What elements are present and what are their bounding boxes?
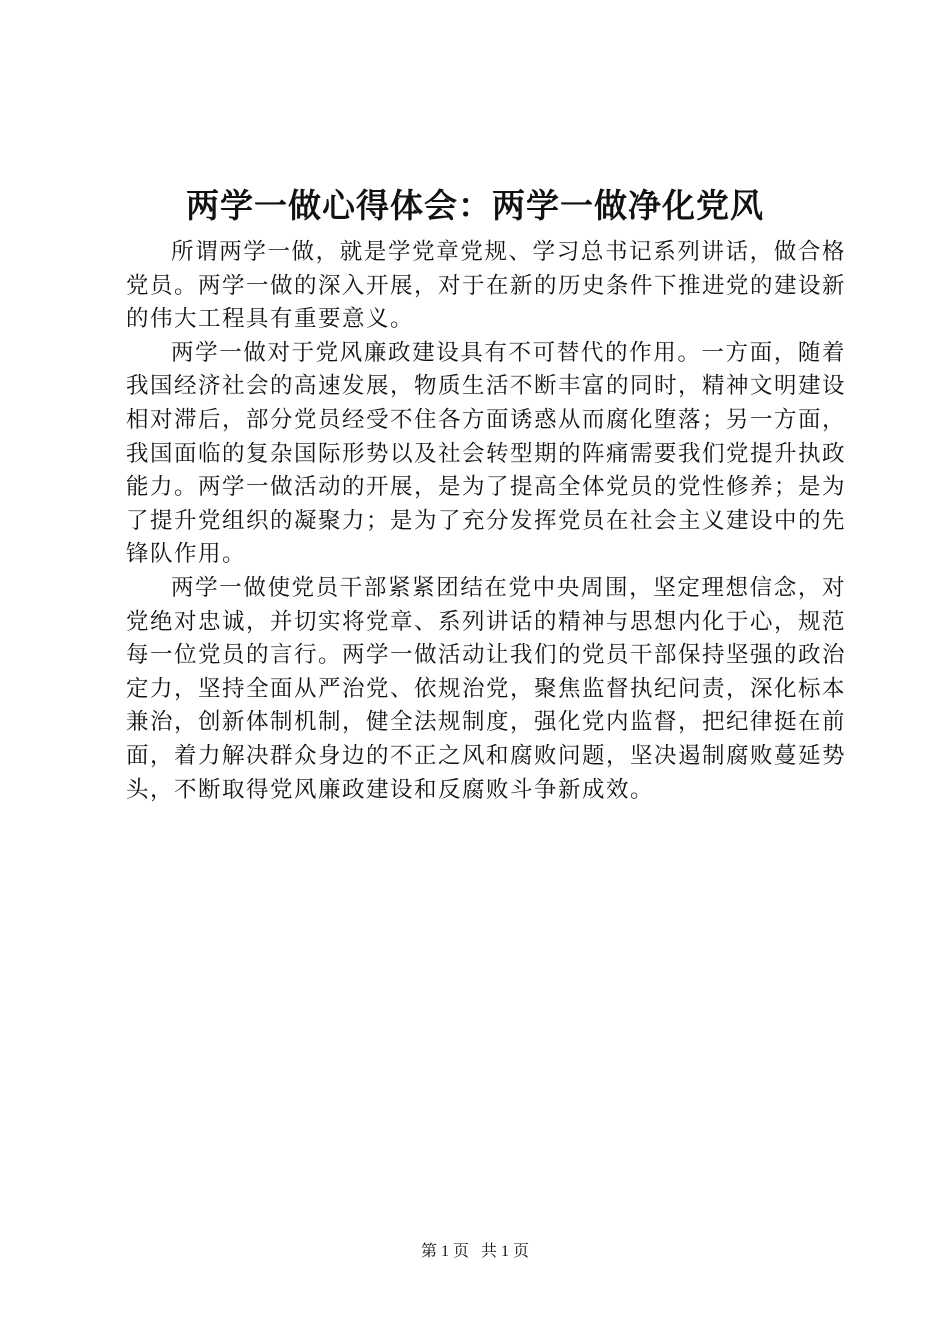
page-total: 共 1 页 [481, 1243, 530, 1260]
paragraph-1: 所谓两学一做，就是学党章党规、学习总书记系列讲话，做合格党员。两学一做的深入开展，对于在新的历史条件下推进党的建设新的伟大工程具有重要意义。 [126, 239, 847, 333]
document-title: 两学一做心得体会：两学一做净化党风 [186, 186, 764, 225]
page-footer [0, 1242, 950, 1262]
document-body [126, 236, 846, 807]
paragraph-2: 两学一做对于党风廉政建设具有不可替代的作用。一方面，随着我国经济社会的高速发展，物质生活不断丰富的同时，精神文明建设相对滞后，部分党员经受不住各方面诱惑从而腐化堕落；另一方面，我国面临的复杂国际形势以及社会转型期的阵痛需要我们党提升执政能力。两学一做活动的开展，是为了提高全体党员的党性修养；是为了提升党组织的凝聚力；是为了充分发挥党员在社会主义建设中的先锋队作用。 [126, 339, 847, 568]
paragraph-3: 两学一做使党员干部紧紧团结在党中央周围，坚定理想信念，对党绝对忠诚，并切实将党章、系列讲话的精神与思想内化于心，规范每一位党员的言行。两学一做活动让我们的党员干部保持坚强的政治定力，坚持全面从严治党、依规治党，聚焦监督执纪问责，深化标本兼治，创新体制机制，健全法规制度，强化党内监督，把纪律挺在前面，着力解决群众身边的不正之风和腐败问题，坚决遏制腐败蔓延势头，不断取得党风廉政建设和反腐败斗争新成效。 [126, 574, 847, 803]
page-number: 第 1 页 [420, 1243, 469, 1260]
